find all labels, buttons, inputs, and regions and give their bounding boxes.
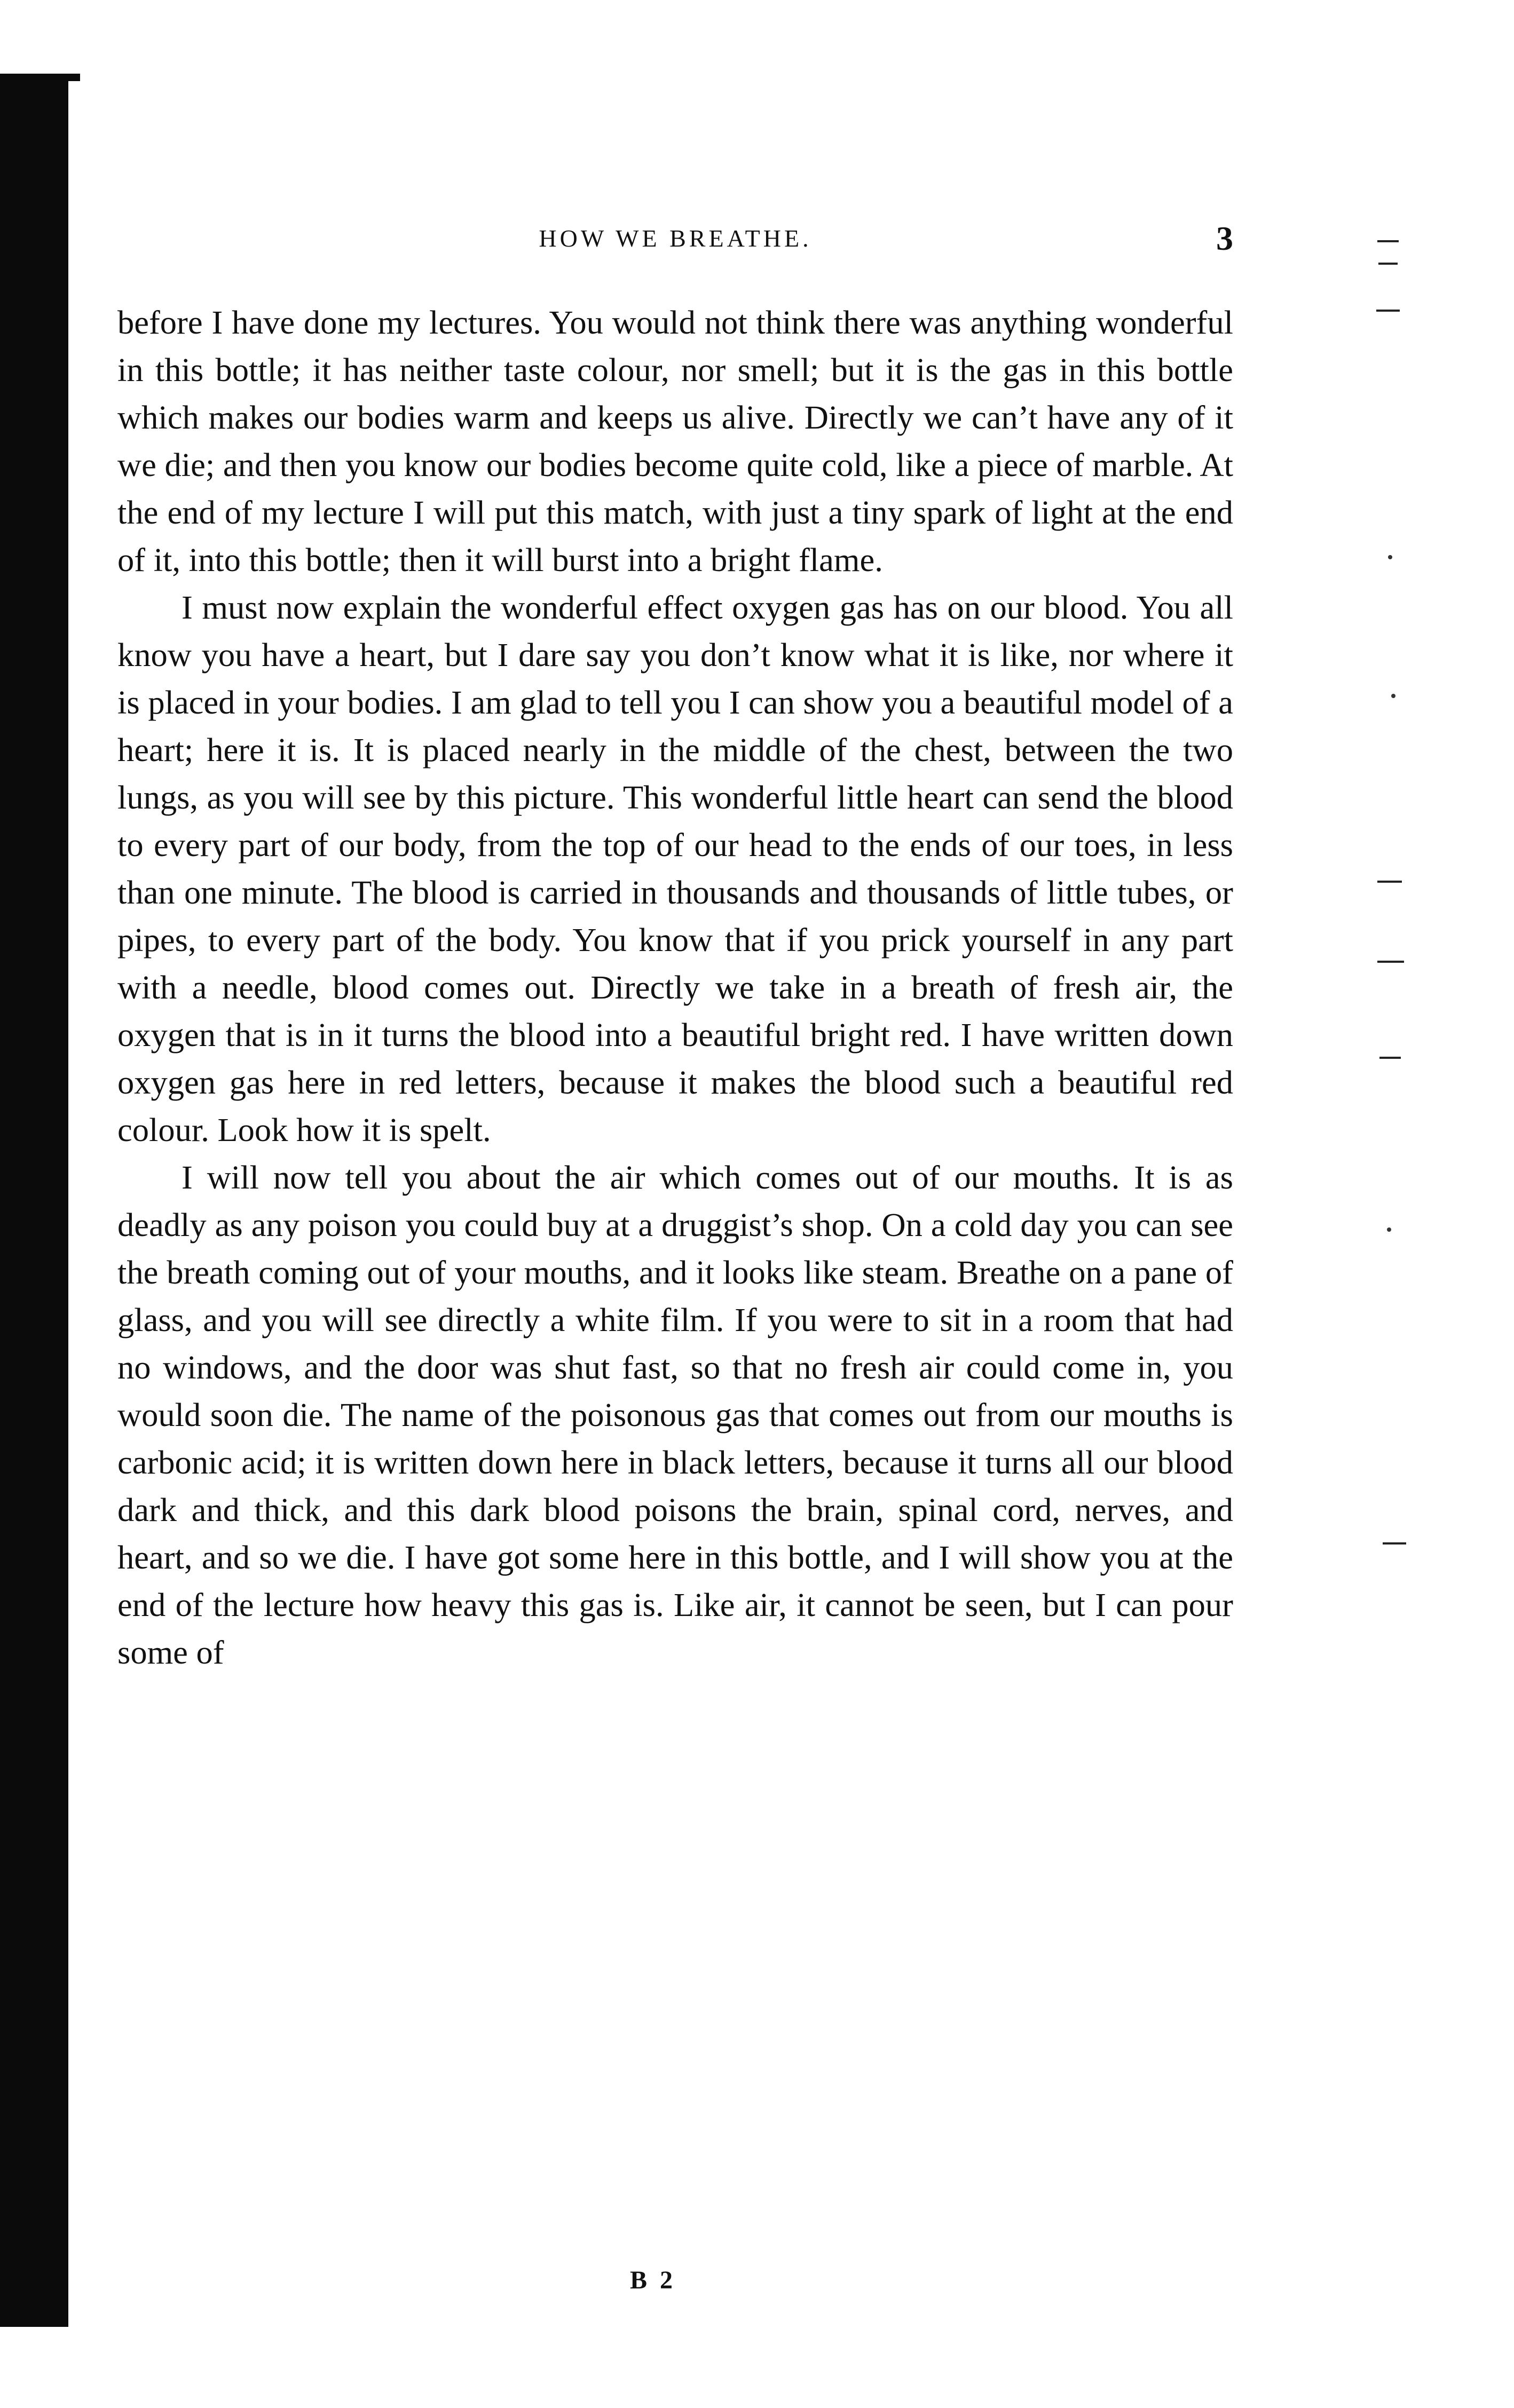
margin-tick [1376,310,1400,312]
margin-tick [1378,263,1398,265]
running-title: HOW WE BREATHE. [539,225,812,252]
margin-speck [1387,1227,1391,1232]
margin-tick [1377,240,1399,242]
margin-tick [1377,881,1402,883]
paragraph-3: I will now tell you about the air which comes out of our mouths. It is as deadly as any poison you could buy at a druggist’s shop. On a cold day you can see the breath coming out of your mouths, and it looks like steam. Breathe on a pane of glass, and you will see directly a white film. If you were to sit in a room that had no windows, and the door was shut fast, so that no fresh air could come in, you would soon die. The name of the poisonous gas that comes out from our mouths is carbonic acid; it is written down here in black letters, because it turns all our blood dark and thick, and this dark blood poisons the brain, spinal cord, nerves, and heart, and so we die. I have got some here in this bottle, and I will show you at the end of the lecture how heavy this gas is. Like air, it cannot be seen, but I can pour some of [117,1159,1233,1671]
margin-tick [1383,1542,1406,1544]
page-content [117,219,1233,1676]
margin-marks [1367,224,1431,1612]
page-number: 3 [1216,219,1233,257]
margin-tick [1379,1057,1401,1059]
margin-speck [1388,555,1392,559]
binding-edge [0,80,68,2327]
margin-speck [1391,694,1395,698]
paragraph-1: before I have done my lectures. You would not think there was anything wonderful in this bottle; it has neither taste colour, nor smell; but it is the gas in this bottle which makes our bodies warm and keeps us alive. Directly we can’t have any of it we die; and then you know our bodies become quite cold, like a piece of marble. At the end of my lecture I will put this match, with just a tiny spark of light at the end of it, into this bottle; then it will burst into a bright flame. [117,304,1233,579]
running-head [117,219,1233,262]
paragraph-2: I must now explain the wonderful effect oxygen gas has on our blood. You all know you have a heart, but I dare say you don’t know what it is like, nor where it is placed in your bodies. I am glad to tell you I can show you a beautiful model of a heart; here it is. It is placed nearly in the middle of the chest, between the two lungs, as you will see by this picture. This wonderful little heart can send the blood to every part of our body, from the top of our head to the ends of our toes, in less than one minute. The blood is carried in thousands and thousands of little tubes, or pipes, to every part of the body. You know that if you prick yourself in any part with a needle, blood comes out. Directly we take in a breath of fresh air, the oxygen that is in it turns the blood into a beautiful bright red. I have written down oxygen gas here in red letters, because it makes the blood such a beautiful red colour. Look how it is spelt. [117,589,1233,1148]
margin-tick [1377,961,1404,963]
signature-mark: B 2 [630,2266,676,2294]
